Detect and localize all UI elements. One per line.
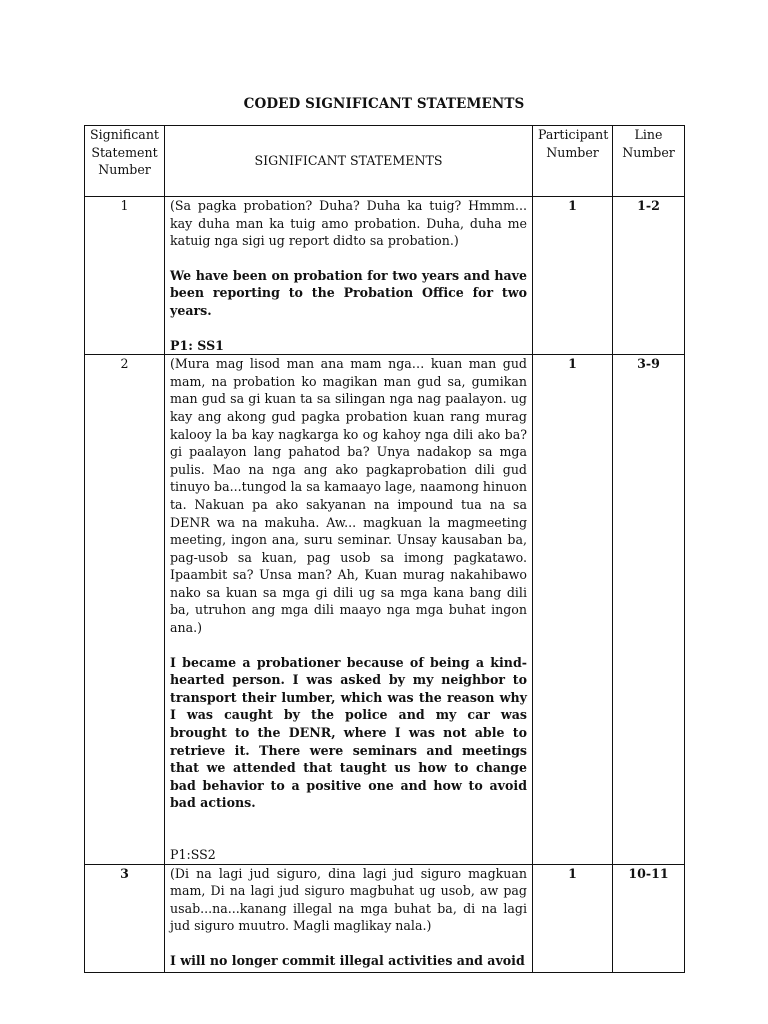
table-row <box>85 355 685 864</box>
original-statement: (Mura mag lisod man ana mam nga… kuan man gud mam, na probation ko magikan man gud sa, gumikan man gud sa gi kuan ta sa silingan nga nag paalayon. ug kay ang akong gud pagka probation kuan rang murag kalooy la ba kay nagkarga ko og kahoy nga dili ako ba? gi paalayon lang pahatod ba? Unya nadakop sa mga pulis. Mao na nga ang ako pagkaprobation dili gud tinuyo ba...tungod la sa kamaayo lage, naamong hinuon ta. Nakuan pa ako sakyanan na impound tua na sa DENR wa na makuha. Aw... magkuan la magmeeting meeting, ingon ana, suru seminar. Unsay kausaban ba, pag-usob sa kuan, pag usob sa imong pagkatawo. Ipaambit sa? Unsa man? Ah, Kuan murag nakahibawo nako sa kuan sa mga gi dili ug sa mga kana bang dili ba, utruhon ang mga dili maayo nga mga buhat ingon ana.) <box>170 356 527 636</box>
participant-number: 1 <box>533 355 613 864</box>
header-participant-number: Participant Number <box>533 126 613 197</box>
participant-number: 1 <box>533 197 613 355</box>
participant-number: 1 <box>533 864 613 972</box>
statement-number: 3 <box>85 864 165 972</box>
header-statement-number: Significant Statement Number <box>85 126 165 197</box>
statement-cell <box>165 197 533 355</box>
statement-number: 2 <box>85 355 165 864</box>
statement-cell <box>165 355 533 864</box>
english-statement: I became a probationer because of being a kind-hearted person. I was asked by my neighbor to transport their lumber, which was the reason why I was caught by the police and my car was brought to the DENR, where I was not able to retrieve it. There were seminars and meetings that we attended that taught us how to change bad behavior to a positive one and how to avoid bad actions. <box>170 654 527 811</box>
english-statement: We have been on probation for two years and have been reporting to the Probation Office for two years. <box>170 267 527 318</box>
significant-statements-table <box>84 125 685 973</box>
statement-code: P1: SS1 <box>170 337 224 353</box>
line-number: 3-9 <box>613 355 685 864</box>
english-statement: I will no longer commit illegal activities and avoid <box>170 952 525 968</box>
original-statement: (Sa pagka probation? Duha? Duha ka tuig? Hmmm... kay duha man ka tuig amo probation. Duha, duha me katuig nga sigi ug report didto sa probation.) <box>170 198 527 249</box>
table-row <box>85 864 685 972</box>
page-title: CODED SIGNIFICANT STATEMENTS <box>243 96 525 112</box>
table-header-row <box>85 126 685 197</box>
statement-cell <box>165 864 533 972</box>
statement-number: 1 <box>85 197 165 355</box>
line-number: 1-2 <box>613 197 685 355</box>
line-number: 10-11 <box>613 864 685 972</box>
original-statement: (Di na lagi jud siguro, dina lagi jud siguro magkuan mam, Di na lagi jud siguro magbuhat ug usob, aw pag usab...na...kanang illegal na mga buhat ba, di na lagi jud siguro muutro. Magli maglikay nala.) <box>170 865 527 934</box>
header-significant-statements: SIGNIFICANT STATEMENTS <box>165 126 533 197</box>
statement-code: P1:SS2 <box>170 847 216 862</box>
table-row <box>85 197 685 355</box>
header-line-number: Line Number <box>613 126 685 197</box>
